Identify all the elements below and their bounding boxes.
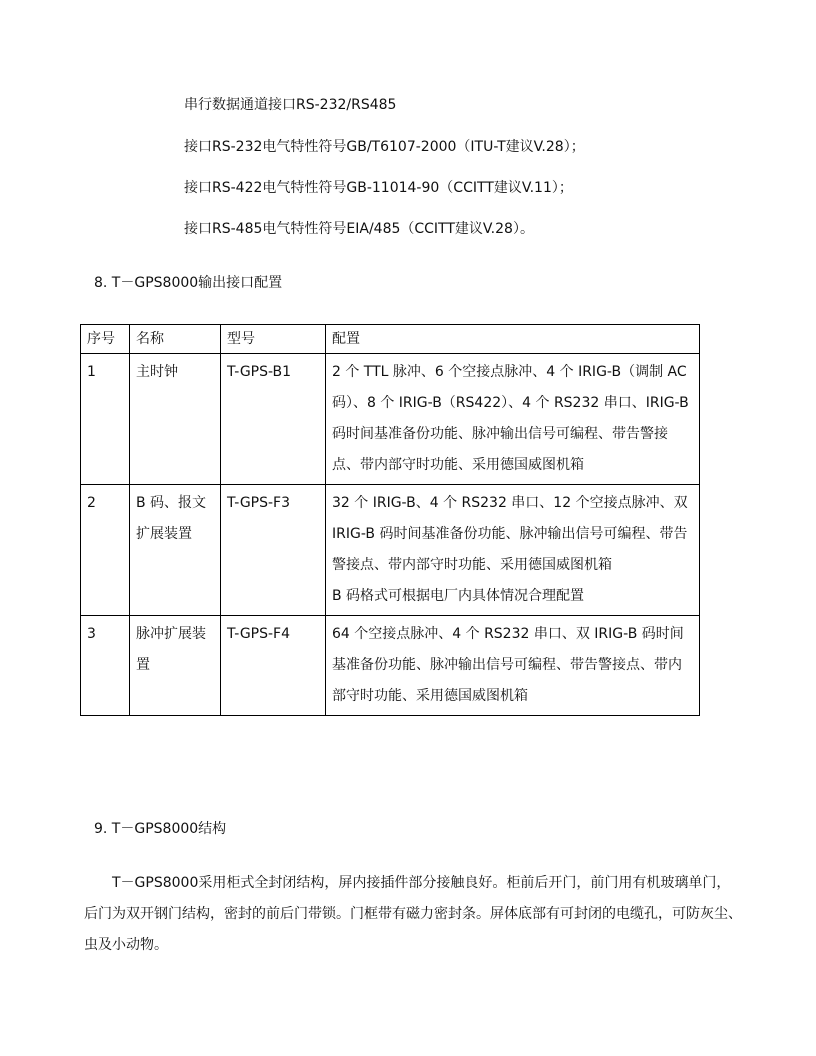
row-no: 3: [81, 616, 130, 716]
row-config-text: 64 个空接点脉冲、4 个 RS232 串口、双 IRIG-B 码时间基准备份功能、脉冲输出信号可编程、带告警接点、带内部守时功能、采用德国威图机箱: [332, 626, 684, 704]
table-row: [81, 354, 700, 485]
row-model: T-GPS-B1: [221, 354, 326, 485]
interface-line-4: 接口RS-485电气特性符号EIA/485（CCITT建议V.28）。: [184, 221, 534, 237]
header-config: 配置: [326, 325, 700, 354]
table-header-row: [81, 325, 700, 354]
row-no: 2: [81, 485, 130, 616]
output-interface-table: [80, 324, 700, 716]
row-name: 主时钟: [130, 354, 221, 485]
header-no: 序号: [81, 325, 130, 354]
row-config: [326, 616, 700, 716]
row-config: [326, 354, 700, 485]
row-config-text: 2 个 TTL 脉冲、6 个空接点脉冲、4 个 IRIG-B（调制 AC 码）、8 个 IRIG-B（RS422）、4 个 RS232 串口、IRIG-B 码时间基准备份功能、脉冲输出信号可编程、带告警接点、带内部守时功能、采用德国威图机箱: [332, 364, 689, 473]
section-9-heading: 9. T－GPS8000结构: [94, 821, 227, 837]
structure-paragraph: T－GPS8000采用柜式全封闭结构，屏内接插件部分接触良好。柜前后开门，前门用有机玻璃单门，后门为双开钢门结构，密封的前后门带锁。门框带有磁力密封条。屏体底部有可封闭的电缆孔，可防灰尘、虫及小动物。: [84, 875, 742, 953]
row-name: 脉冲扩展装置: [130, 616, 221, 716]
table-row: [81, 616, 700, 716]
row-config: [326, 485, 700, 616]
interface-line-1: 串行数据通道接口RS-232/RS485: [184, 97, 397, 113]
interface-line-2: 接口RS-232电气特性符号GB/T6107-2000（ITU-T建议V.28）；: [184, 139, 585, 155]
row-model: T-GPS-F4: [221, 616, 326, 716]
interface-line-3: 接口RS-422电气特性符号GB-11014-90（CCITT建议V.11）；: [184, 180, 573, 196]
header-name: 名称: [130, 325, 221, 354]
section-8-heading: 8. T－GPS8000输出接口配置: [94, 275, 283, 291]
header-model: 型号: [221, 325, 326, 354]
table-row: [81, 485, 700, 616]
row-model: T-GPS-F3: [221, 485, 326, 616]
row-config-note: B 码格式可根据电厂内具体情况合理配置: [332, 588, 585, 604]
row-no: 1: [81, 354, 130, 485]
row-config-text: 32 个 IRIG-B、4 个 RS232 串口、12 个空接点脉冲、双 IRIG-B 码时间基准备份功能、脉冲输出信号可编程、带告警接点、带内部守时功能、采用德国威图机箱: [332, 495, 688, 573]
row-name: B 码、报文扩展装置: [130, 485, 221, 616]
